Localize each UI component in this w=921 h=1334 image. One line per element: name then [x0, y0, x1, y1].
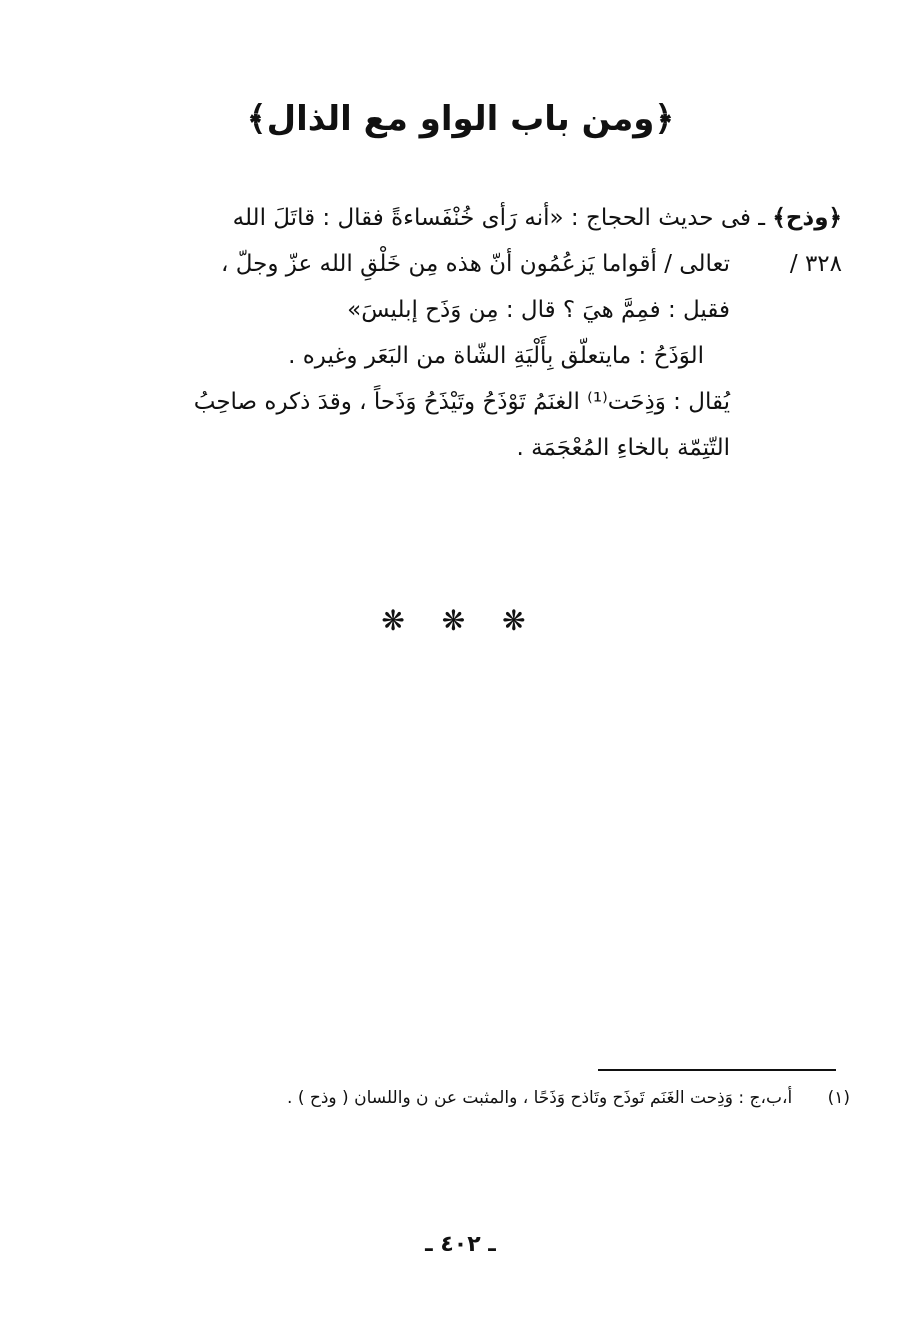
- page-number: ـ ٤٠٢ ـ: [425, 1232, 496, 1257]
- entry-text-1: ـ فى حديث الحجاج : «أنه رَأى خُنْفَساءةً فقال : قاتَلَ الله: [232, 205, 766, 231]
- footnote-number: (١): [827, 1088, 850, 1108]
- entry-text-6: التّتِمّة بالخاءِ المُعْجَمَة .: [516, 435, 730, 461]
- entry-line-1: [90, 195, 842, 241]
- section-divider-stars: ❋ ❋ ❋: [381, 604, 540, 637]
- entry-text-5: يُقال : وَذِحَت⁽¹⁾ الغنَمُ تَوْذَحُ وتَيْذَحُ وَذَحاً ، وقدَ ذكره صاحِبُ: [193, 389, 730, 415]
- entry-line-2: [90, 241, 842, 287]
- entry-text-3: فقيل : فمِمَّ هيَ ؟ قال : مِن وَذَح إبليسَ»: [347, 297, 730, 323]
- footnote-text: أ،ب،ج : وَذِحت الغَنَم تَوذَح وتَاذح وَذَحًا ، والمثبت عن ن واللسان ( وذح ) .: [287, 1088, 793, 1108]
- entry-text-4: الوَذَحُ : مايتعلّق بِأَلْيَةِ الشّاة من البَعَر وغيره .: [288, 343, 704, 369]
- entry-line-3: [90, 287, 842, 333]
- entry-line-4: [90, 333, 842, 379]
- margin-page-marker: ٣٢٨ /: [789, 251, 842, 277]
- footnote-rule: [598, 1069, 836, 1071]
- entry-line-6: [90, 425, 842, 471]
- entry-line-5: [90, 379, 842, 425]
- footnote: [140, 1085, 850, 1111]
- dictionary-entry: [90, 195, 842, 471]
- chapter-title: ﴿ومن باب الواو مع الذال﴾: [246, 99, 675, 139]
- entry-headword: ﴿وذح﴾: [772, 205, 842, 231]
- entry-text-2: تعالى / أقواما يَزعُمُون أنّ هذه مِن خَلْقِ الله عزّ وجلّ ،: [220, 251, 730, 277]
